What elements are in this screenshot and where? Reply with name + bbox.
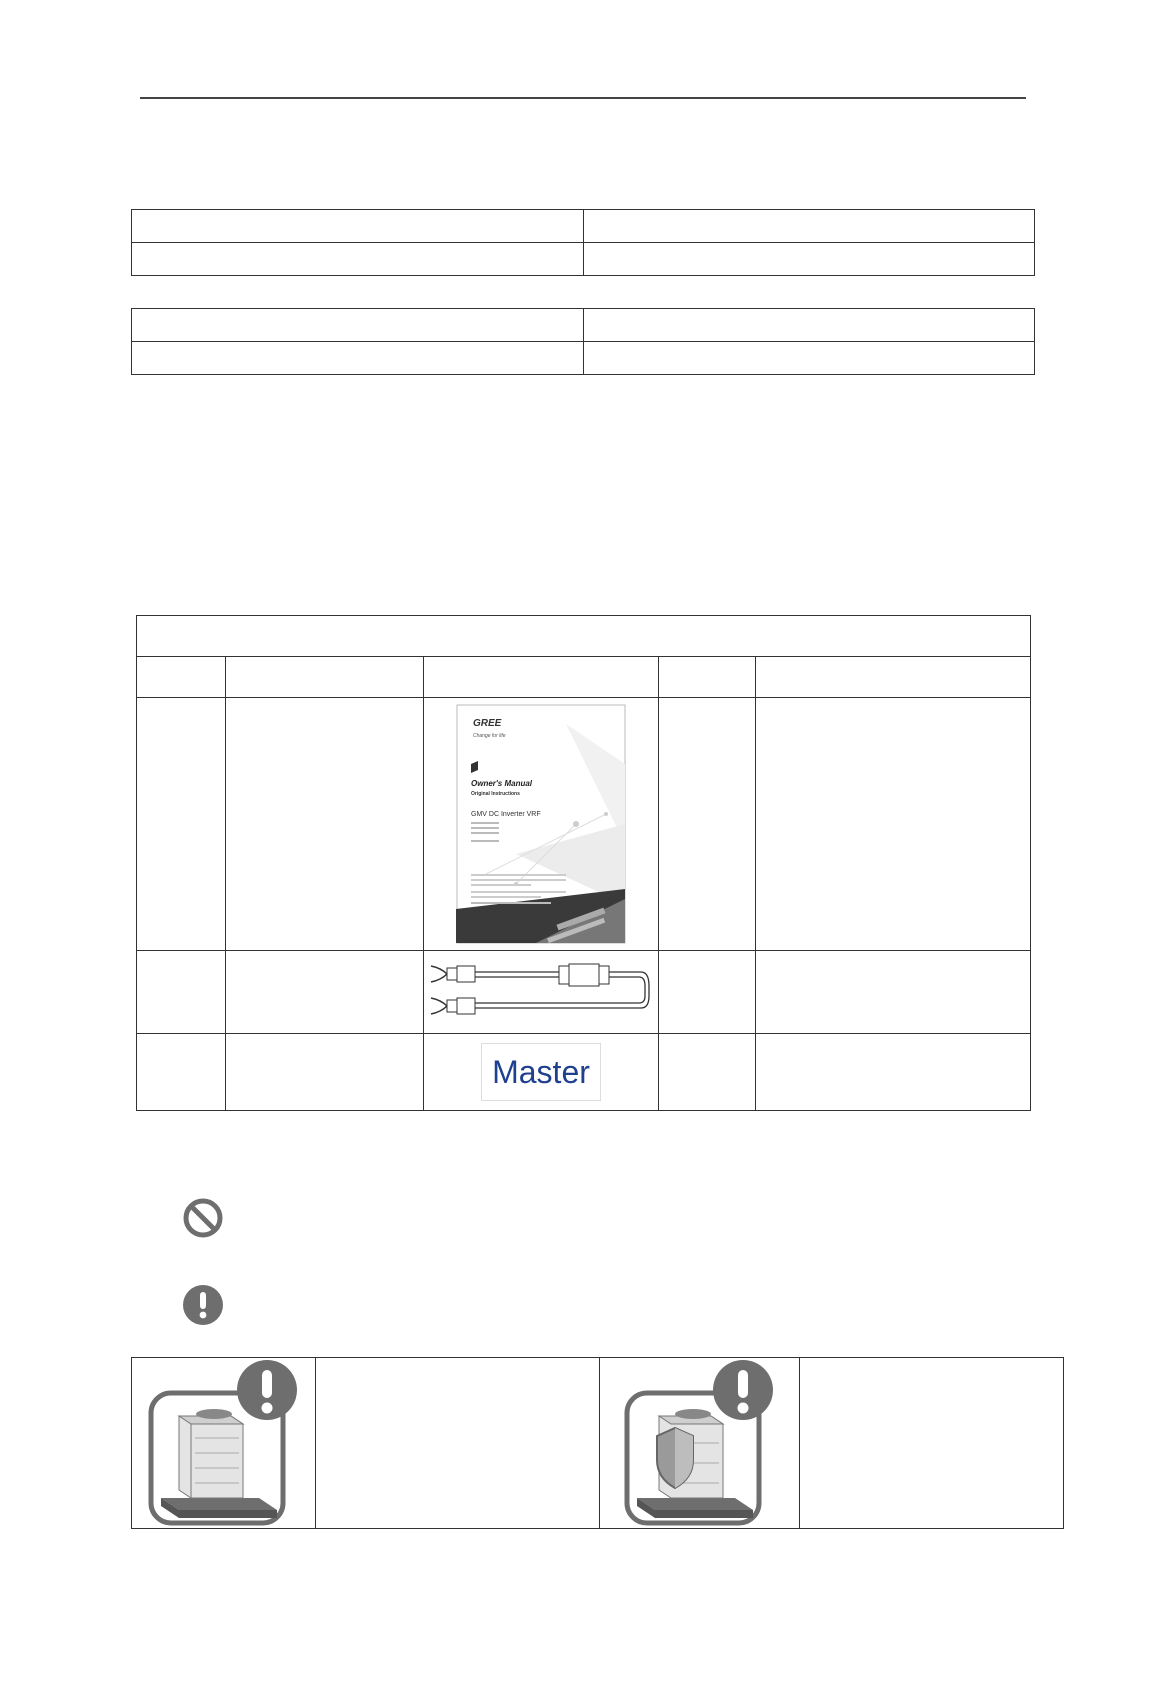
table-header-row	[137, 657, 1031, 698]
table-cell	[659, 951, 756, 1034]
master-label-text: Master	[492, 1054, 590, 1090]
master-label-cell	[424, 1034, 659, 1111]
warning-image-cell	[132, 1358, 316, 1529]
table-cell	[800, 1358, 1064, 1529]
table-cell	[584, 309, 1035, 342]
manual-brand: GREE	[473, 718, 502, 729]
table-cell	[132, 342, 584, 375]
header-rule	[140, 97, 1026, 99]
table-cell	[137, 1034, 226, 1111]
table-cell	[659, 1034, 756, 1111]
table-cell	[137, 698, 226, 951]
warning-table	[131, 1357, 1064, 1529]
warning-exclamation-icon	[182, 1284, 224, 1326]
master-label-sticker	[481, 1043, 601, 1101]
table-cell	[226, 698, 424, 951]
cable-image-cell	[424, 951, 659, 1034]
table-cell	[226, 1034, 424, 1111]
table-cell	[756, 951, 1031, 1034]
table-cell	[659, 657, 756, 698]
table-cell	[756, 1034, 1031, 1111]
table-row	[132, 342, 1035, 375]
outdoor-unit-warning-icon	[139, 1358, 309, 1528]
outdoor-unit-shield-warning-icon	[615, 1358, 785, 1528]
owners-manual-image-cell	[424, 698, 659, 951]
manual-subtitle: Original Instructions	[471, 791, 520, 797]
table-cell	[137, 657, 226, 698]
table-cell	[132, 309, 584, 342]
manual-title: Owner's Manual	[471, 779, 533, 788]
table-cell	[756, 698, 1031, 951]
prohibition-icon	[182, 1197, 224, 1239]
table-cell	[132, 210, 584, 243]
table-cell	[584, 210, 1035, 243]
table-cell	[659, 698, 756, 951]
manual-tagline: Change for life	[473, 733, 506, 739]
table-row	[132, 210, 1035, 243]
table-cell	[316, 1358, 600, 1529]
table-row	[132, 243, 1035, 276]
table-cell	[137, 951, 226, 1034]
spec-table-1	[131, 209, 1035, 276]
table-row	[132, 309, 1035, 342]
manual-product: GMV DC Inverter VRF	[471, 811, 541, 818]
table-cell	[226, 657, 424, 698]
table-cell	[756, 657, 1031, 698]
accessories-table	[136, 615, 1031, 1111]
table-cell	[137, 616, 1031, 657]
owners-manual-cover-image	[456, 704, 626, 944]
connection-cable-icon	[427, 956, 655, 1028]
table-row	[137, 698, 1031, 951]
table-cell	[226, 951, 424, 1034]
table-row	[132, 1358, 1064, 1529]
table-cell	[584, 342, 1035, 375]
table-title-row	[137, 616, 1031, 657]
table-cell	[424, 657, 659, 698]
table-cell	[584, 243, 1035, 276]
table-row	[137, 951, 1031, 1034]
table-cell	[132, 243, 584, 276]
warning-image-cell	[600, 1358, 800, 1529]
spec-table-2	[131, 308, 1035, 375]
table-row	[137, 1034, 1031, 1111]
